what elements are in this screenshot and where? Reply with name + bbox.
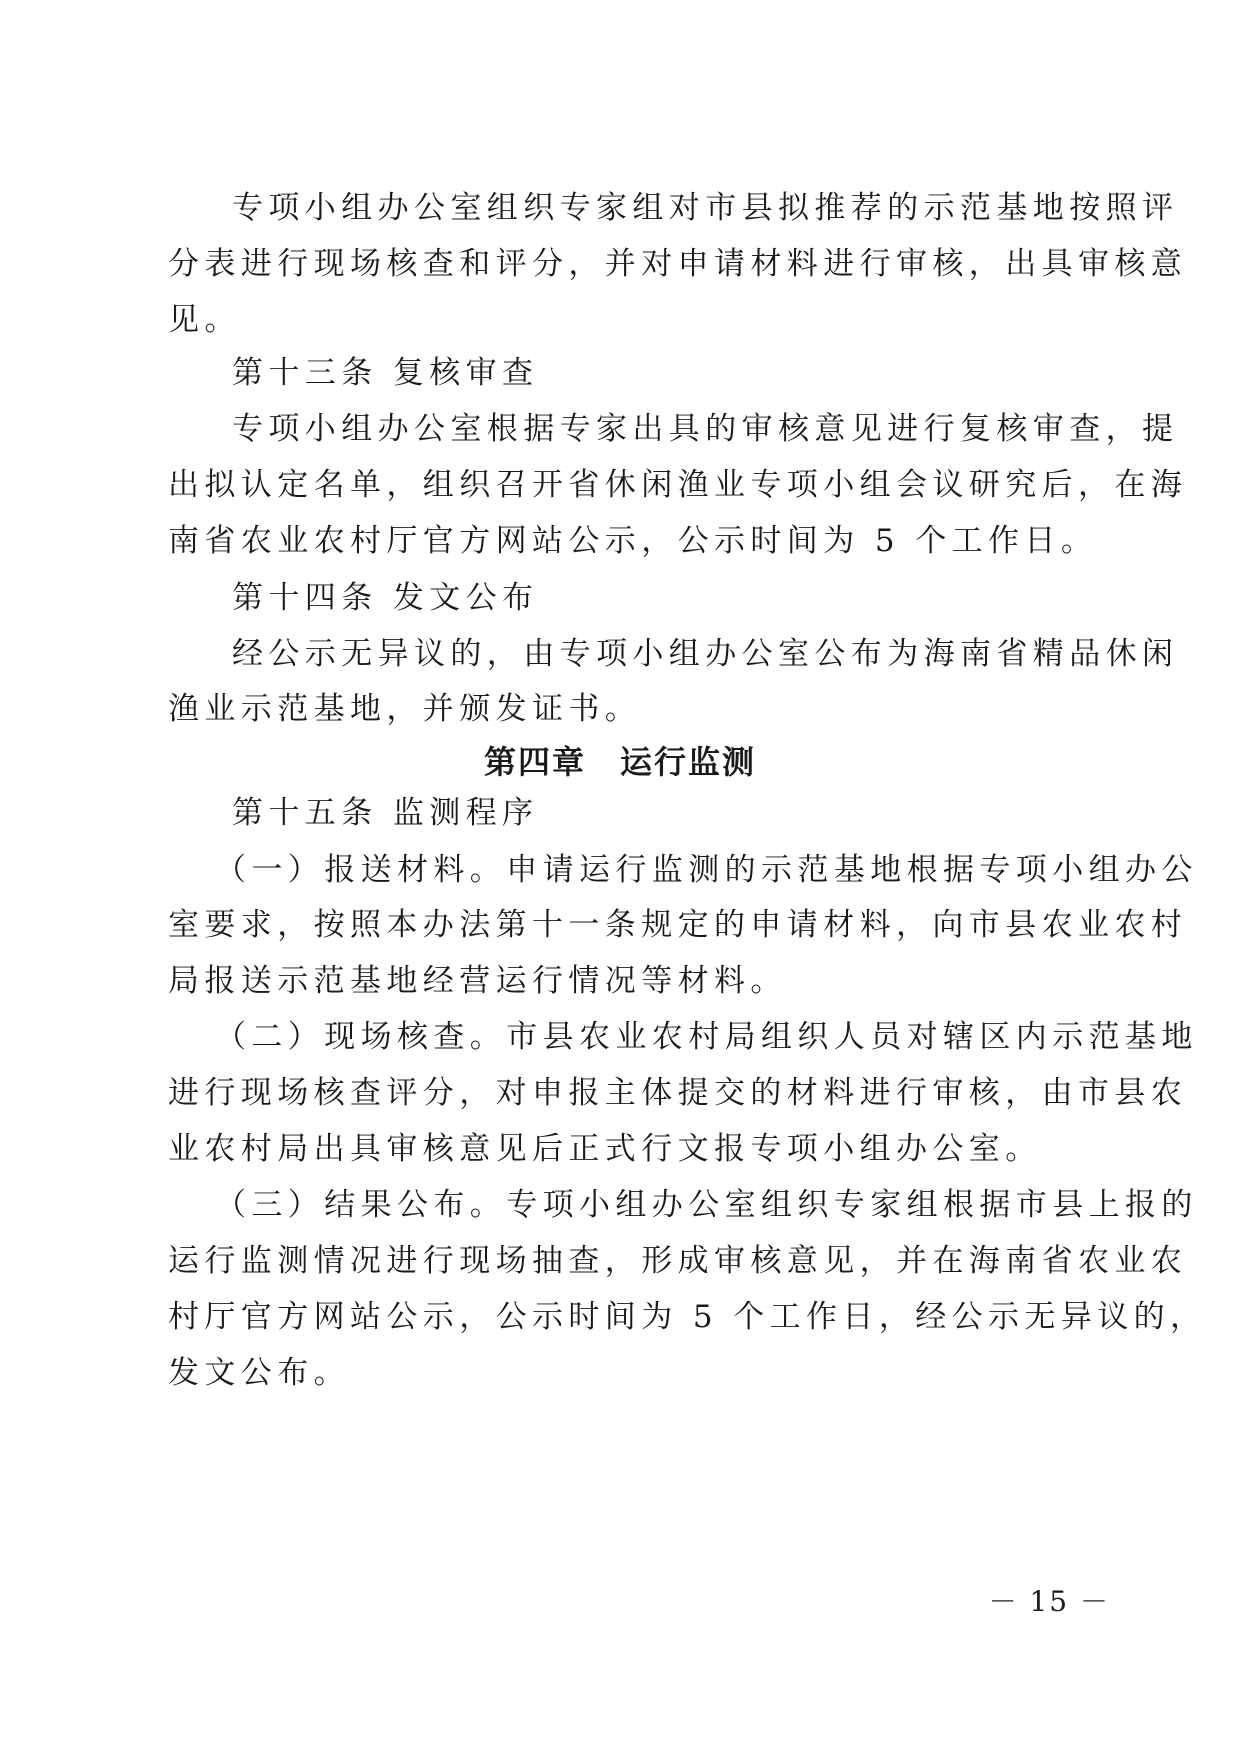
paragraph-line: 渔业示范基地，并颁发证书。: [168, 691, 642, 727]
paragraph-line: （一）报送材料。申请运行监测的示范基地根据专项小组办公: [215, 852, 1198, 888]
paragraph-line: 发文公布。: [168, 1355, 350, 1391]
paragraph-line: 专项小组办公室组织专家组对市县拟推荐的示范基地按照评: [232, 190, 1179, 226]
paragraph-line: 运行监测情况进行现场抽查，形成审核意见，并在海南省农业农: [168, 1243, 1188, 1279]
article-heading: 第十五条 监测程序: [232, 795, 539, 831]
page-number: － 15 －: [988, 1585, 1110, 1618]
paragraph-line: 经公示无异议的，由专项小组办公室公布为海南省精品休闲: [232, 636, 1179, 672]
paragraph-line: 局报送示范基地经营运行情况等材料。: [168, 963, 787, 999]
paragraph-line: 室要求，按照本办法第十一条规定的申请材料，向市县农业农村: [168, 907, 1188, 943]
chapter-heading: 第四章 运行监测: [483, 743, 756, 781]
paragraph-line: 村厅官方网站公示，公示时间为 5 个工作日，经公示无异议的，: [168, 1299, 1207, 1335]
article-heading: 第十四条 发文公布: [232, 580, 539, 616]
article-heading: 第十三条 复核审查: [232, 355, 539, 391]
paragraph-line: 进行现场核查评分，对申报主体提交的材料进行审核，由市县农: [168, 1075, 1188, 1111]
paragraph-line: 出拟认定名单，组织召开省休闲渔业专项小组会议研究后，在海: [168, 467, 1188, 503]
paragraph-line: 业农村局出具审核意见后正式行文报专项小组办公室。: [168, 1131, 1042, 1167]
paragraph-line: 见。: [168, 302, 241, 338]
paragraph-line: （三）结果公布。专项小组办公室组织专家组根据市县上报的: [215, 1187, 1198, 1223]
paragraph-line: 专项小组办公室根据专家出具的审核意见进行复核审查，提: [232, 411, 1179, 447]
paragraph-line: 分表进行现场核查和评分，并对申请材料进行审核，出具审核意: [168, 246, 1188, 282]
paragraph-line: 南省农业农村厅官方网站公示，公示时间为 5 个工作日。: [168, 523, 1098, 559]
paragraph-line: （二）现场核查。市县农业农村局组织人员对辖区内示范基地: [215, 1019, 1198, 1055]
